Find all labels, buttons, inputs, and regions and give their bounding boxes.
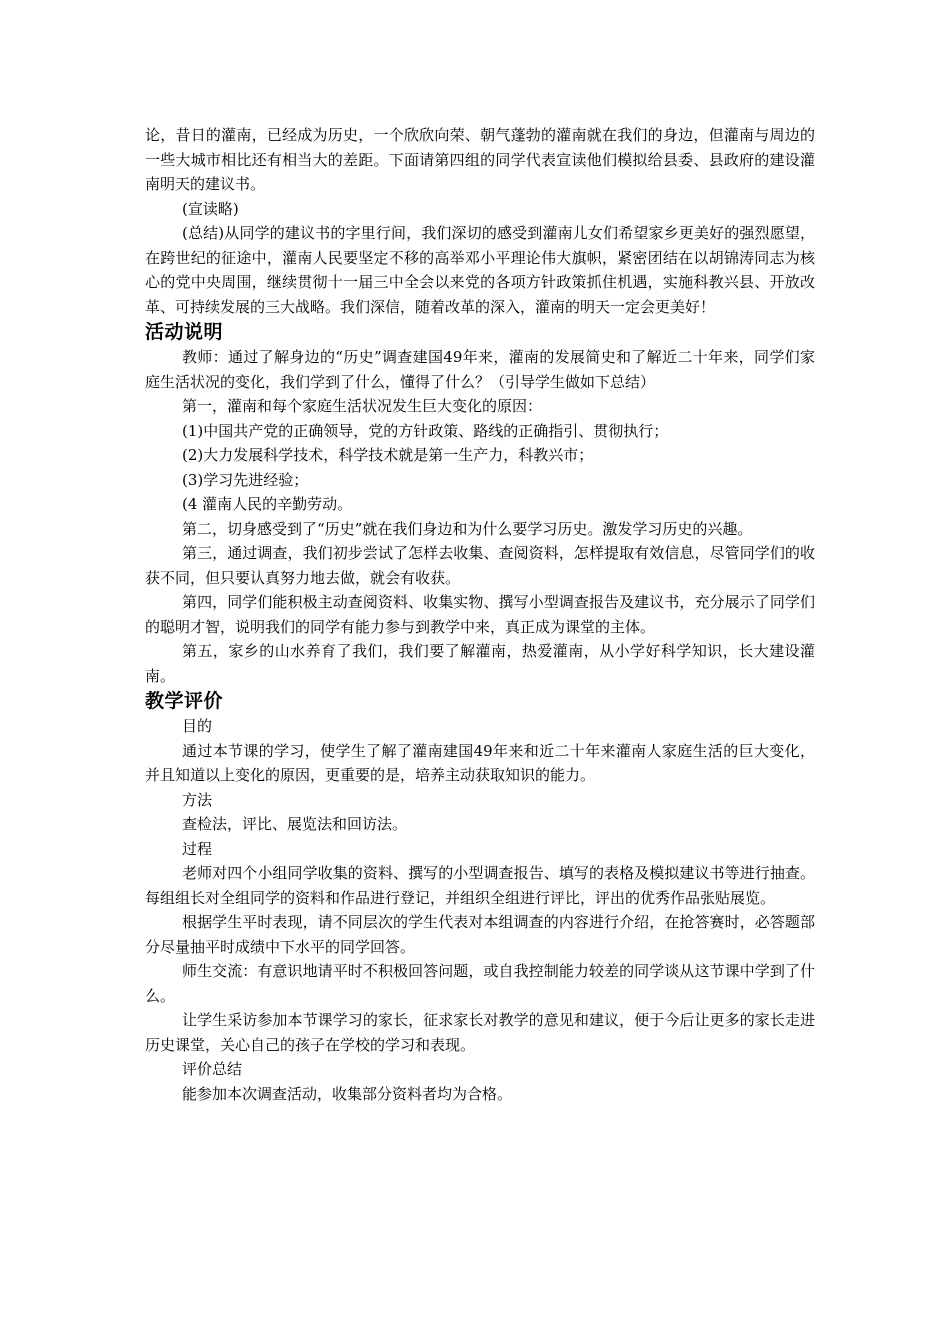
evaluation-subheading-summary: 评价总结 <box>182 1060 243 1078</box>
activity-paragraph: 第五，家乡的山水养育了我们，我们要了解灌南，热爱灌南，从小学好科学知识，长大建设灌南。 <box>145 642 815 685</box>
activity-heading: 活动说明 <box>145 321 224 343</box>
evaluation-paragraph: 查检法，评比、展览法和回访法。 <box>182 815 408 833</box>
evaluation-paragraph: 根据学生平时表现，请不同层次的学生代表对本组调查的内容进行介绍，在抢答赛时，必答题部分尽量抽平时成绩中下水平的同学回答。 <box>145 913 815 956</box>
document-page <box>145 123 815 1106</box>
activity-paragraph: 教师：通过了解身边的“历史”调查建国49年来，灌南的发展简史和了解近二十年来，同学们家庭生活状况的变化，我们学到了什么，懂得了什么？（引导学生做如下总结） <box>145 348 815 391</box>
activity-paragraph: 第三，通过调查，我们初步尝试了怎样去收集、查阅资料，怎样提取有效信息，尽管同学们的收获不同，但只要认真努力地去做，就会有收获。 <box>145 544 815 587</box>
activity-paragraph: 第四，同学们能积极主动查阅资料、收集实物、撰写小型调查报告及建议书，充分展示了同学们的聪明才智，说明我们的同学有能力参与到教学中来，真正成为课堂的主体。 <box>145 593 815 636</box>
evaluation-paragraph: 让学生采访参加本节课学习的家长，征求家长对教学的意见和建议，便于今后让更多的家长走进历史课堂，关心自己的孩子在学校的学习和表现。 <box>145 1011 815 1054</box>
intro-paragraph-1: 论，昔日的灌南，已经成为历史，一个欣欣向荣、朝气蓬勃的灌南就在我们的身边，但灌南与周边的一些大城市相比还有相当大的差距。下面请第四组的同学代表宣读他们模拟给县委、县政府的建设灌南明天的建议书。 <box>145 126 815 193</box>
evaluation-paragraph: 通过本节课的学习，使学生了解了灌南建国49年来和近二十年来灌南人家庭生活的巨大变化，并且知道以上变化的原因，更重要的是，培养主动获取知识的能力。 <box>145 741 815 784</box>
activity-paragraph: 第一，灌南和每个家庭生活状况发生巨大变化的原因： <box>182 397 543 415</box>
activity-paragraph: (1)中国共产党的正确领导，党的方针政策、路线的正确指引、贯彻执行； <box>182 421 669 440</box>
activity-paragraph: (3)学习先进经验； <box>182 470 309 489</box>
evaluation-subheading-method: 方法 <box>182 790 213 809</box>
evaluation-paragraph: 能参加本次调查活动，收集部分资料者均为合格。 <box>182 1084 513 1103</box>
intro-paragraph-2: (宣读略) <box>182 199 239 218</box>
evaluation-paragraph: 师生交流：有意识地请平时不积极回答问题，或自我控制能力较差的同学谈从这节课中学到了什么。 <box>145 962 815 1005</box>
intro-paragraph-3: (总结)从同学的建议书的字里行间，我们深切的感受到灌南儿女们希望家乡更美好的强烈愿望，在跨世纪的征途中，灌南人民要坚定不移的高举邓小平理论伟大旗帜，紧密团结在以胡锦涛同志为核心的党中央周围，继续贯彻十一届三中全会以来党的各项方针政策抓住机遇，实施科教兴县、开放改革、可持续发展的三大战略。我们深信，随着改革的深入，灌南的明天一定会更美好！ <box>145 224 815 316</box>
activity-paragraph: (4 灌南人民的辛勤劳动。 <box>182 495 353 513</box>
evaluation-subheading-process: 过程 <box>182 839 213 858</box>
activity-paragraph: (2)大力发展科学技术，科学技术就是第一生产力，科教兴市； <box>182 446 594 464</box>
evaluation-subheading-purpose: 目的 <box>182 717 213 735</box>
evaluation-heading: 教学评价 <box>145 690 224 712</box>
evaluation-paragraph: 老师对四个小组同学收集的资料、撰写的小型调查报告、填写的表格及模拟建议书等进行抽查。每组组长对全组同学的资料和作品进行登记，并组织全组进行评比，评出的优秀作品张贴展览。 <box>145 864 815 907</box>
activity-paragraph: 第二，切身感受到了“历史”就在我们身边和为什么要学习历史。激发学习历史的兴趣。 <box>182 519 753 538</box>
